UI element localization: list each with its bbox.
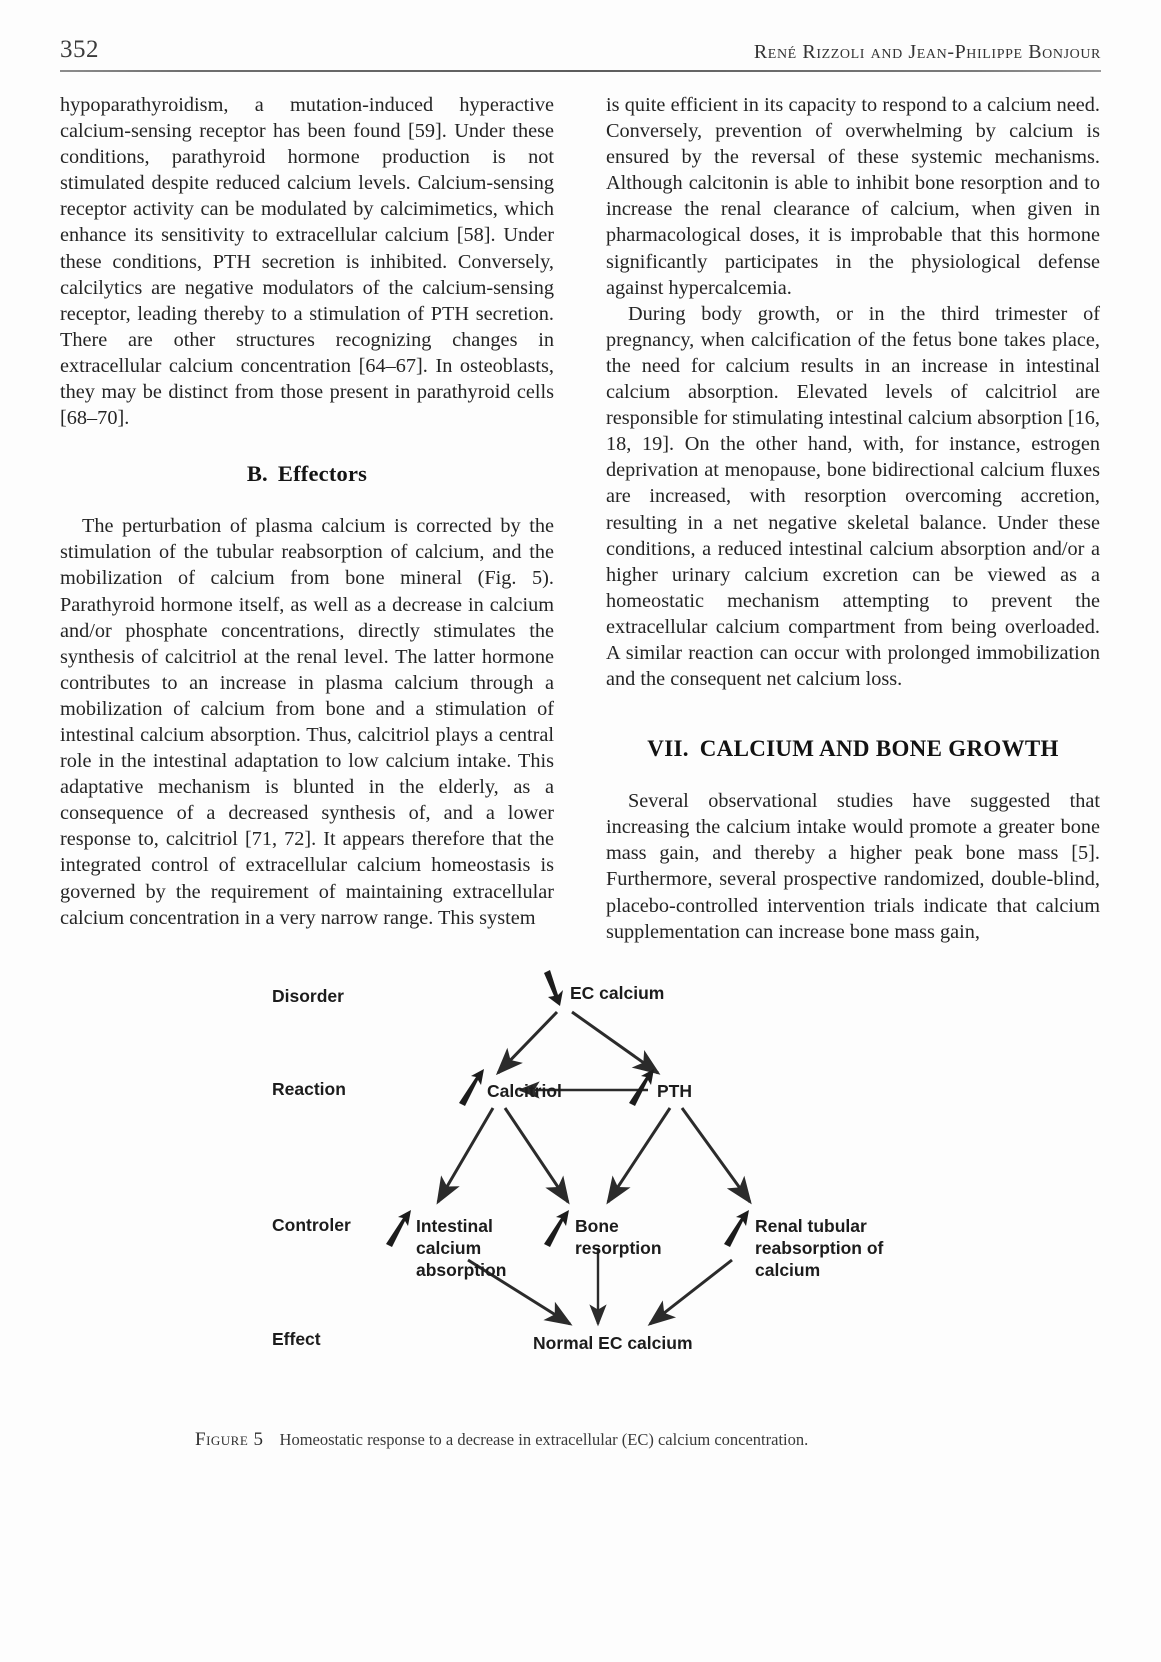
node-bone-line-1: Bone — [575, 1216, 619, 1236]
node-pth: PTH — [657, 1081, 692, 1101]
node-intestinal-line-1: Intestinal — [416, 1216, 493, 1236]
row-label-disorder: Disorder — [272, 986, 344, 1006]
node-calcitriol: Calcitriol — [487, 1081, 562, 1101]
left-column — [60, 92, 554, 929]
node-bone-line-2: resorption — [575, 1238, 662, 1258]
edge-calcitriol-to-bone — [505, 1108, 568, 1202]
up-arrow-icon-pth — [629, 1069, 654, 1106]
edge-ec-to-pth — [572, 1012, 658, 1073]
left-paragraph-2: The perturbation of plasma calcium is corrected by the stimulation of the tubular reabsorption of calcium, and the mobilization of calcium from bone mineral (Fig. 5). Parathyroid hormone itself, as well as a decrease in calcium and/or phosphate concentrations, directly stimulates the synthesis of calcitriol at the renal level. The latter hormone contributes to an increase in plasma calcium through a mobilization of calcium from bone and a stimulation of intestinal calcium absorption. Thus, calcitriol plays a central role in the intestinal adaptation to low calcium intake. This adaptative mechanism is blunted in the elderly, as a consequence of a decreased synthesis of, and a lower response to, calcitriol [71, 72]. It appears therefore that the integrated control of extracellular calcium homeostasis is governed by the requirement of maintaining extracellular calcium concentration in a very narrow range. This system — [60, 515, 554, 929]
up-arrow-icon-intestinal — [386, 1210, 411, 1247]
figure-caption-label: Figure 5 — [195, 1429, 264, 1450]
running-head-authors: René Rizzoli and Jean-Philippe Bonjour — [753, 41, 1101, 63]
right-paragraph-1: is quite efficient in its capacity to respond to a calcium need. Conversely, prevention of overwhelming by calcium is ensured by the reversal of these systemic mechanisms. Although calcitonin is able to inhibit bone resorption and to increase the renal clearance of calcium, when given in pharmacological doses, it is improbable that this hormone significantly participates in the physiological defense against hypercalcemia. — [606, 94, 1100, 299]
edge-calcitriol-to-intestinal — [438, 1108, 493, 1202]
figure-caption — [195, 1430, 995, 1450]
row-label-reaction: Reaction — [272, 1079, 346, 1099]
up-arrow-icon-renal — [724, 1210, 749, 1247]
section-heading-vii — [606, 736, 1100, 762]
section-b-title: Effectors — [277, 461, 368, 487]
left-paragraph-1: hypoparathyroidism, a mutation-induced hyperactive calcium-sensing receptor has been found [59]. Under these conditions, parathyroid hormone production is not stimulated despite reduced calcium levels. Calcium-sensing receptor activity can be modulated by calcimimetics, which enhance its sensitivity to extracellular calcium [58]. Under these conditions, PTH secretion is inhibited. Conversely, calcilytics are negative modulators of the calcium-sensing receptor, leading thereby to a stimulation of PTH secretion. There are other structures recognizing changes in extracellular calcium concentration [64–67]. In osteoblasts, they may be distinct from those present in parathyroid cells [68–70]. — [60, 94, 554, 430]
node-renal-line-3: calcium — [755, 1260, 821, 1280]
section-heading-b — [60, 461, 554, 487]
section-b-number: B. — [246, 461, 268, 487]
node-renal-line-2: reabsorption of — [755, 1238, 884, 1258]
node-normal-ec-calcium: Normal EC calcium — [533, 1333, 693, 1353]
right-column — [606, 92, 1100, 943]
section-vii-number: VII. — [647, 736, 689, 762]
right-paragraph-3: Several observational studies have suggested that increasing the calcium intake would promote a greater bone mass gain, and thereby a higher peak bone mass [5]. Furthermore, several prospective randomized, double-blind, placebo-controlled intervention trials indicate that calcium supplementation can increase bone mass gain, — [606, 790, 1100, 943]
row-label-effect: Effect — [272, 1329, 321, 1349]
edge-pth-to-bone — [608, 1108, 670, 1202]
figure-5 — [60, 940, 1101, 1440]
node-ec-calcium: EC calcium — [570, 983, 665, 1003]
page-number: 352 — [60, 36, 99, 63]
edge-renal-to-normal — [650, 1260, 732, 1324]
running-head — [60, 28, 1101, 62]
up-arrow-icon-bone — [544, 1210, 569, 1247]
down-arrow-icon-ec-calcium — [544, 970, 563, 1006]
node-renal-line-1: Renal tubular — [755, 1216, 867, 1236]
edge-ec-to-calcitriol — [498, 1012, 557, 1073]
node-renal-tubular-reabsorption — [755, 1216, 884, 1280]
section-vii-title: CALCIUM AND BONE GROWTH — [699, 736, 1059, 762]
row-label-controler: Controler — [272, 1215, 351, 1235]
edge-pth-to-renal — [682, 1108, 750, 1202]
two-column-body — [60, 92, 1101, 943]
figure-caption-text: Homeostatic response to a decrease in extracellular (EC) calcium concentration. — [279, 1430, 809, 1449]
node-intestinal-line-3: absorption — [416, 1260, 507, 1280]
homeostasis-flow-diagram — [250, 940, 930, 1360]
node-intestinal-calcium-absorption — [416, 1216, 506, 1280]
header-divider — [60, 70, 1101, 72]
node-bone-resorption — [575, 1216, 662, 1258]
node-intestinal-line-2: calcium — [416, 1238, 482, 1258]
up-arrow-icon-calcitriol — [459, 1069, 484, 1106]
right-paragraph-2: During body growth, or in the third trimester of pregnancy, when calcification of the fetus bone takes place, the need for calcium results in an increase in intestinal calcium absorption. Elevated levels of calcitriol are responsible for stimulating intestinal calcium absorption [16, 18, 19]. On the other hand, with, for instance, estrogen deprivation at menopause, bone bidirectional calcium fluxes are increased, with resorption overcoming accretion, resulting in a net negative skeletal balance. Under these conditions, a reduced intestinal calcium absorption and/or a higher urinary calcium excretion can be viewed as a homeostatic mechanism attempting to prevent the extracellular calcium compartment from being overloaded. A similar reaction can occur with prolonged immobilization and the consequent net calcium loss. — [606, 302, 1100, 691]
